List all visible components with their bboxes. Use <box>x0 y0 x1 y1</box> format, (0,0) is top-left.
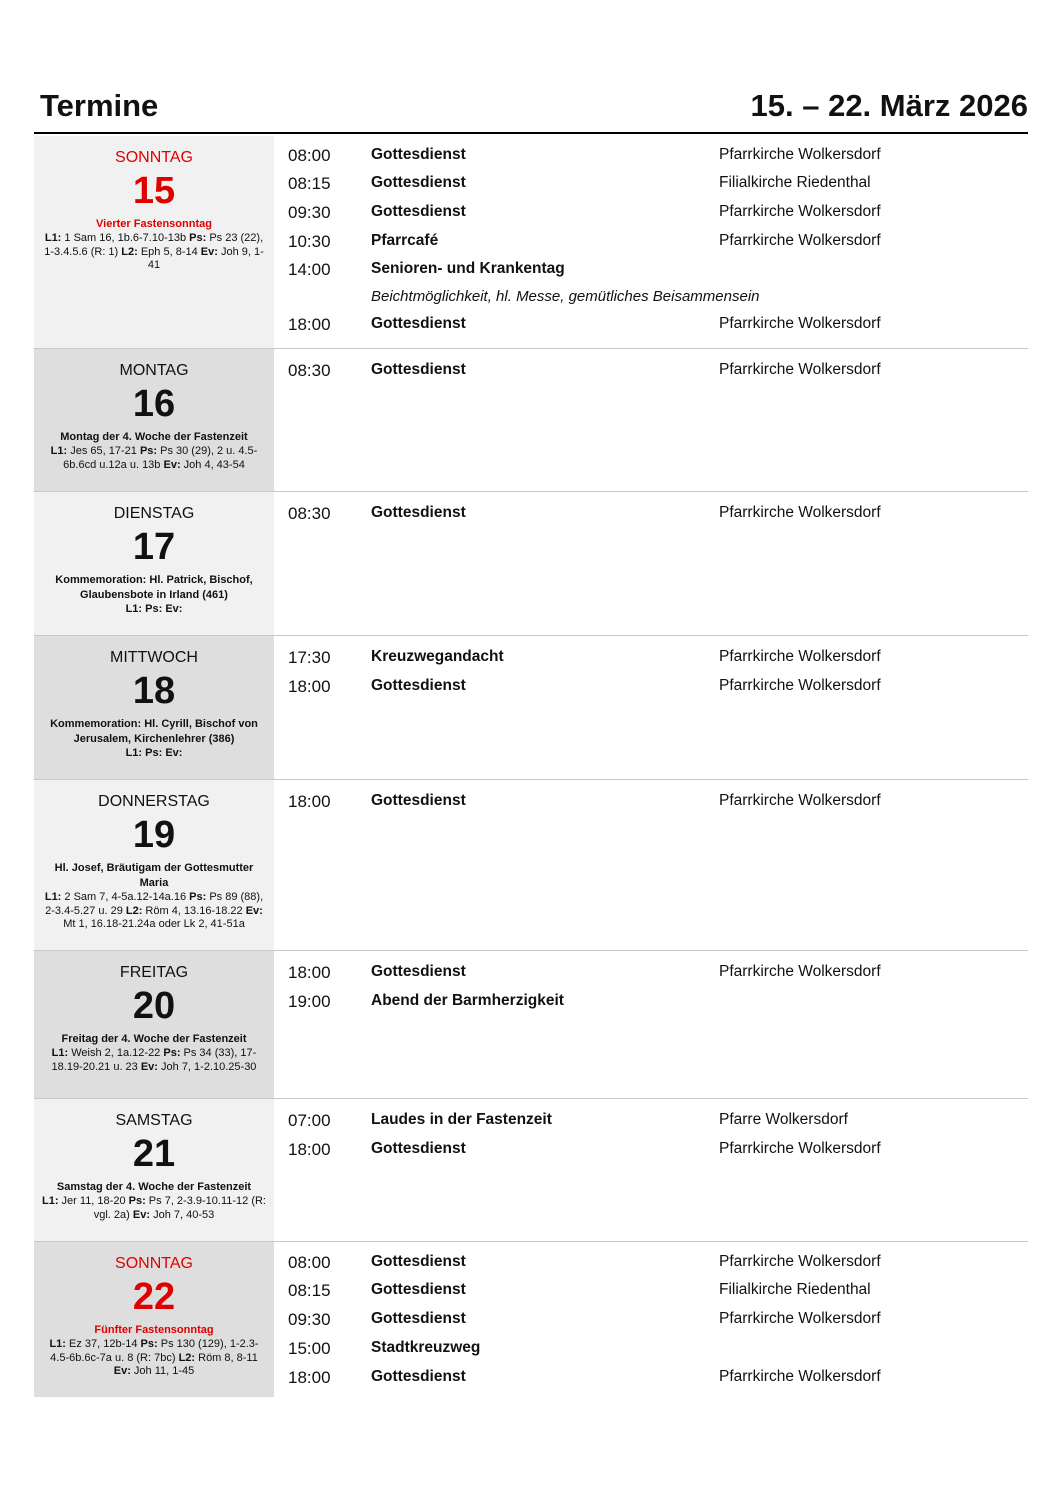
day-number: 18 <box>132 670 176 712</box>
day-block <box>34 1242 1028 1397</box>
event-name: Gottesdienst <box>371 315 466 332</box>
day-block <box>34 780 1028 951</box>
day-number: 15 <box>132 170 176 212</box>
event-time: 08:00 <box>288 146 331 165</box>
weekday-label: MONTAG <box>119 362 189 379</box>
date-range: 15. – 22. März 2026 <box>750 88 1028 123</box>
readings: L1: Jes 65, 17-21 Ps: Ps 30 (29), 2 u. 4.5-6b.6cd u.12a u. 13b Ev: Joh 4, 43-54 <box>50 445 258 471</box>
event-row <box>288 1111 1028 1139</box>
event-place: Pfarrkirche Wolkersdorf <box>719 677 881 694</box>
event-name: Gottesdienst <box>371 1140 466 1157</box>
event-time: 14:00 <box>288 260 331 279</box>
event-place: Pfarrkirche Wolkersdorf <box>719 648 881 665</box>
event-row <box>288 315 1028 343</box>
event-place: Pfarrkirche Wolkersdorf <box>719 203 881 220</box>
feast-label: Montag der 4. Woche der Fastenzeit <box>60 431 248 443</box>
event-row <box>288 677 1028 705</box>
day-info <box>34 1242 274 1397</box>
event-time: 15:00 <box>288 1339 331 1358</box>
event-row <box>288 992 1028 1020</box>
page-title: Termine <box>40 88 159 123</box>
event-place: Pfarrkirche Wolkersdorf <box>719 1310 881 1327</box>
feast-label: Hl. Josef, Bräutigam der Gottesmutter Maria <box>54 862 254 889</box>
event-place: Pfarrkirche Wolkersdorf <box>719 146 881 163</box>
event-row <box>288 648 1028 676</box>
event-name: Senioren- und Krankentag <box>371 260 565 277</box>
event-place: Filialkirche Riedenthal <box>719 1281 871 1298</box>
day-number: 21 <box>132 1133 176 1175</box>
event-row <box>288 232 1028 260</box>
page-header <box>34 84 1028 134</box>
event-row <box>288 260 1028 288</box>
readings: L1: Weish 2, 1a.12-22 Ps: Ps 34 (33), 17-18.19-20.21 u. 23 Ev: Joh 7, 1-2.10.25-30 <box>51 1047 257 1073</box>
feast-label: Freitag der 4. Woche der Fastenzeit <box>61 1033 247 1045</box>
event-name: Gottesdienst <box>371 504 466 521</box>
event-name: Gottesdienst <box>371 361 466 378</box>
event-row <box>288 792 1028 820</box>
event-place: Filialkirche Riedenthal <box>719 174 871 191</box>
event-time: 08:15 <box>288 1281 331 1300</box>
day-number: 17 <box>132 526 176 568</box>
day-block <box>34 1099 1028 1242</box>
weekday-label: SONNTAG <box>115 149 193 166</box>
weekday-label: DIENSTAG <box>113 505 195 522</box>
event-name: Gottesdienst <box>371 146 466 163</box>
day-block <box>34 951 1028 1099</box>
day-number: 20 <box>132 985 176 1027</box>
event-name: Gottesdienst <box>371 1368 466 1385</box>
event-place: Pfarrkirche Wolkersdorf <box>719 963 881 980</box>
day-info <box>34 492 274 635</box>
event-time: 19:00 <box>288 992 331 1011</box>
event-name: Gottesdienst <box>371 1253 466 1270</box>
event-time: 18:00 <box>288 1140 331 1159</box>
readings: L1: 1 Sam 16, 1b.6-7.10-13b Ps: Ps 23 (22), 1-3.4.5.6 (R: 1) L2: Eph 5, 8-14 Ev: Joh 9, 1-41 <box>44 232 264 271</box>
event-row <box>288 174 1028 202</box>
event-time: 18:00 <box>288 315 331 334</box>
day-info <box>34 780 274 950</box>
event-time: 08:00 <box>288 1253 331 1272</box>
event-time: 18:00 <box>288 963 331 982</box>
event-place: Pfarrkirche Wolkersdorf <box>719 232 881 249</box>
event-place: Pfarrkirche Wolkersdorf <box>719 1253 881 1270</box>
weekday-label: SONNTAG <box>115 1255 193 1272</box>
day-number: 22 <box>132 1276 176 1318</box>
event-place: Pfarrkirche Wolkersdorf <box>719 1140 881 1157</box>
event-row <box>288 203 1028 231</box>
feast-label: Vierter Fastensonntag <box>96 218 212 230</box>
event-place: Pfarre Wolkersdorf <box>719 1111 848 1128</box>
event-time: 09:30 <box>288 1310 331 1329</box>
event-name: Gottesdienst <box>371 1310 466 1327</box>
event-name: Stadtkreuzweg <box>371 1339 481 1356</box>
event-name: Laudes in der Fastenzeit <box>371 1111 552 1128</box>
readings: L1: Ps: Ev: <box>125 603 183 615</box>
event-time: 08:15 <box>288 174 331 193</box>
event-row <box>288 504 1028 532</box>
day-block <box>34 492 1028 636</box>
event-note: Beichtmöglichkeit, hl. Messe, gemütliches Beisammensein <box>371 288 760 305</box>
event-time: 09:30 <box>288 203 331 222</box>
readings: L1: Ez 37, 12b-14 Ps: Ps 130 (129), 1-2.3-4.5-6b.6c-7a u. 8 (R: 7bc) L2: Röm 8, 8-11 Ev: Joh 11, 1-45 <box>49 1338 259 1377</box>
event-time: 08:30 <box>288 504 331 523</box>
event-name: Gottesdienst <box>371 174 466 191</box>
event-name: Pfarrcafé <box>371 232 439 249</box>
event-name: Gottesdienst <box>371 963 466 980</box>
event-time: 18:00 <box>288 792 331 811</box>
event-time: 18:00 <box>288 677 331 696</box>
event-name: Gottesdienst <box>371 792 466 809</box>
event-row <box>288 146 1028 174</box>
day-info <box>34 349 274 491</box>
feast-label: Kommemoration: Hl. Cyrill, Bischof von Jerusalem, Kirchenlehrer (386) <box>50 718 258 745</box>
day-info <box>34 136 274 348</box>
event-row <box>288 963 1028 991</box>
event-place: Pfarrkirche Wolkersdorf <box>719 792 881 809</box>
event-row <box>288 1339 1028 1367</box>
day-block <box>34 136 1028 349</box>
weekday-label: SAMSTAG <box>115 1112 193 1129</box>
event-place: Pfarrkirche Wolkersdorf <box>719 1368 881 1385</box>
day-info <box>34 636 274 779</box>
day-number: 16 <box>132 383 176 425</box>
day-block <box>34 349 1028 492</box>
event-row <box>288 1281 1028 1309</box>
event-time: 07:00 <box>288 1111 331 1130</box>
readings: L1: 2 Sam 7, 4-5a.12-14a.16 Ps: Ps 89 (88), 2-3.4-5.27 u. 29 L2: Röm 4, 13.16-18.22 Ev: Mt 1, 16.18-21.24a oder Lk 2, 41-51a <box>44 891 264 930</box>
event-row <box>288 1368 1028 1396</box>
readings: L1: Jer 11, 18-20 Ps: Ps 7, 2-3.9-10.11-12 (R: vgl. 2a) Ev: Joh 7, 40-53 <box>42 1195 266 1221</box>
event-name: Kreuzwegandacht <box>371 648 504 665</box>
day-block <box>34 636 1028 780</box>
event-name: Gottesdienst <box>371 1281 466 1298</box>
event-time: 08:30 <box>288 361 331 380</box>
weekday-label: MITTWOCH <box>110 649 198 666</box>
event-row <box>288 361 1028 389</box>
event-place: Pfarrkirche Wolkersdorf <box>719 504 881 521</box>
event-time: 10:30 <box>288 232 331 251</box>
readings: L1: Ps: Ev: <box>125 747 183 759</box>
event-time: 17:30 <box>288 648 331 667</box>
day-info <box>34 951 274 1098</box>
event-place: Pfarrkirche Wolkersdorf <box>719 361 881 378</box>
feast-label: Kommemoration: Hl. Patrick, Bischof, Glaubensbote in Irland (461) <box>55 574 253 601</box>
feast-label: Fünfter Fastensonntag <box>94 1324 214 1336</box>
event-place: Pfarrkirche Wolkersdorf <box>719 315 881 332</box>
event-name: Gottesdienst <box>371 203 466 220</box>
day-number: 19 <box>132 814 176 856</box>
day-info <box>34 1099 274 1241</box>
event-name: Abend der Barmherzigkeit <box>371 992 564 1009</box>
weekday-label: DONNERSTAG <box>98 793 210 810</box>
event-name: Gottesdienst <box>371 677 466 694</box>
event-time: 18:00 <box>288 1368 331 1387</box>
event-row <box>288 1140 1028 1168</box>
event-row <box>288 1253 1028 1281</box>
weekday-label: FREITAG <box>119 964 189 981</box>
feast-label: Samstag der 4. Woche der Fastenzeit <box>56 1181 252 1193</box>
event-row <box>288 1310 1028 1338</box>
